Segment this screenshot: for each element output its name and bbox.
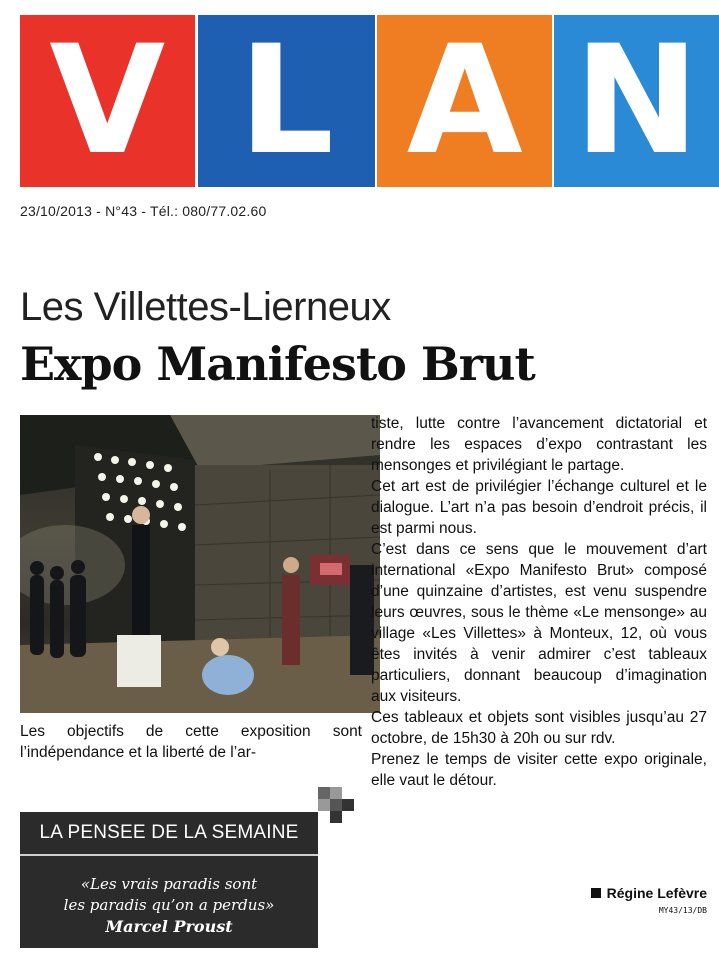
photo-caption: Les objectifs de cette exposition sont l’indépendance et la liberté de l’ar- xyxy=(20,723,362,761)
quote-text xyxy=(20,874,318,916)
author-byline xyxy=(591,885,707,901)
article-paragraph: C’est dans ce sens que le mouvement d’art international «Expo Manifesto Brut» composé d’une quinzaine d’artistes, est venu suspendre leurs œuvres, sous le thème «Le mensonge» au village «Les Villettes» à Monteux, 12, où vous êtes invités à venir admirer c’est tableaux particuliers, donnant beaucoup d’imagination aux visiteurs. xyxy=(371,541,707,705)
article-headline: Expo Manifesto Brut xyxy=(20,337,535,391)
location-kicker: Les Villettes-Lierneux xyxy=(20,285,391,329)
author-name: Régine Lefèvre xyxy=(606,885,707,901)
quote-box-title: LA PENSEE DE LA SEMAINE xyxy=(20,812,318,856)
article-body xyxy=(371,413,707,791)
exhibition-hall-illustration xyxy=(20,415,380,713)
exhibition-photo xyxy=(20,415,380,713)
article-paragraph: Cet art est de privilégier l’échange culturel et le dialogue. L’art n’a pas besoin d’endroit précis, il est parmi nous. xyxy=(371,478,707,537)
masthead-letter-l: L xyxy=(198,15,375,187)
issue-meta-line: 23/10/2013 - N°43 - Tél.: 080/77.02.60 xyxy=(20,203,267,219)
quote-author: Marcel Proust xyxy=(105,917,233,936)
article-paragraph: Prenez le temps de visiter cette expo originale, elle vaut le détour. xyxy=(371,751,707,789)
masthead-letter-a: A xyxy=(377,15,553,187)
quote-of-the-week-box xyxy=(20,812,318,948)
masthead-letter-v: V xyxy=(20,15,195,187)
quote-line-2: les paradis qu’on a perdus» xyxy=(63,896,275,914)
square-bullet-icon xyxy=(591,888,601,898)
article-paragraph: Ces tableaux et objets sont visibles jusqu’au 27 octobre, de 15h30 à 20h ou sur rdv. xyxy=(371,709,707,747)
article-reference-code: MY43/13/DB xyxy=(658,906,707,915)
quote-line-1: «Les vrais paradis sont xyxy=(80,875,258,893)
masthead xyxy=(20,15,719,187)
masthead-letter-n: N xyxy=(554,15,719,187)
checker-decoration-icon xyxy=(318,787,354,823)
article-paragraph: tiste, lutte contre l’avancement dictatorial et rendre les espaces d’expo contrastant les mensonges et privilégiant le partage. xyxy=(371,415,707,474)
